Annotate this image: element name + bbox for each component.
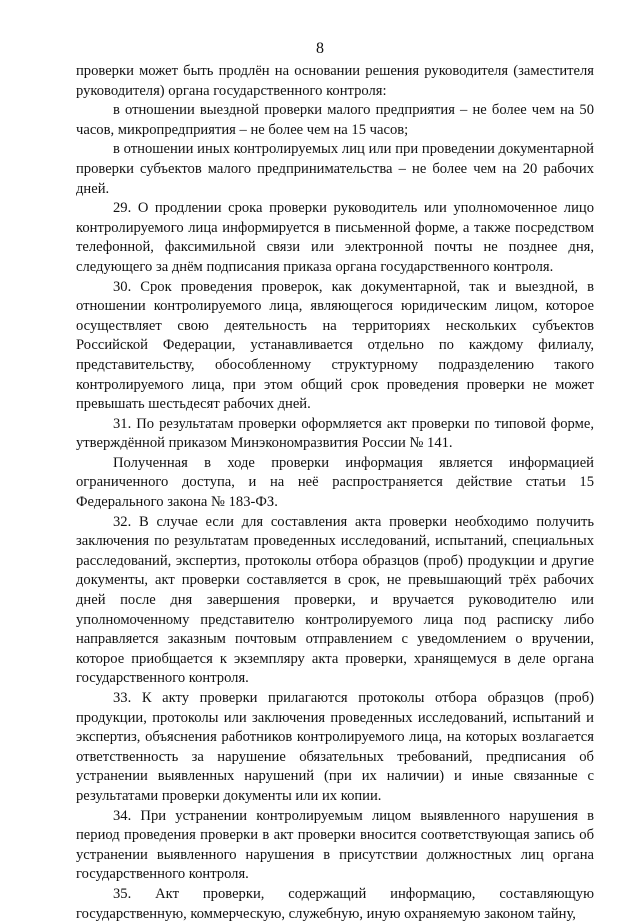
- paragraph-29: 29. О продлении срока проверки руководитель или уполномоченное лицо контролируемого лица информируется в письменной форме, а также посредством телефонной, факсимильной связи или электронной почты не позднее дня, следующего за днём подписания приказа органа государственного контроля.: [76, 200, 594, 275]
- paragraph-30: 30. Срок проведения проверок, как документарной, так и выездной, в отношении контролируемого лица, являющегося юридическим лицом, которое осуществляет свою деятельность на территориях нескольких субъектов Российской Федерации, устанавливается отдельно по каждому филиалу, представительству, обособленному структурному подразделению такого контролируемого лица, при этом общий срок проведения проверки не может превышать шестьдесят рабочих дней.: [76, 278, 594, 413]
- paragraph-35: 35. Акт проверки, содержащий информацию, составляющую государственную, коммерческую, служебную, иную охраняемую законом тайну,: [76, 885, 594, 922]
- paragraph-31-info: Полученная в ходе проверки информация является информацией ограниченного доступа, и на неё распространяется действие статьи 15 Федерального закона № 183-ФЗ.: [76, 454, 594, 511]
- paragraph-32: 32. В случае если для составления акта проверки необходимо получить заключения по результатам проведенных исследований, испытаний, специальных расследований, экспертиз, протоколы отбора образцов (проб) продукции и другие документы, акт проверки составляется в срок, не превышающий трёх рабочих дней после дня завершения проверки, и вручается руководителю или уполномоченному представителю контролируемого лица под расписку либо направляется заказным почтовым отправлением с уведомлением о вручении, которое приобщается к экземпляру акта проверки, хранящемуся в деле органа государственного контроля.: [76, 513, 594, 687]
- document-body: [76, 62, 594, 924]
- paragraph-31: 31. По результатам проверки оформляется акт проверки по типовой форме, утверждённой приказом Минэкономразвития России № 141.: [76, 415, 594, 452]
- page-number: 8: [316, 40, 324, 57]
- paragraph-34: 34. При устранении контролируемым лицом выявленного нарушения в период проведения проверки в акт проверки вносится соответствующая запись об устранении выявленного нарушения в присутствии должностных лиц органа государственного контроля.: [76, 807, 594, 883]
- paragraph-small-business-term: в отношении выездной проверки малого предприятия – не более чем на 50 часов, микропредприятия – не более чем на 15 часов;: [76, 102, 594, 138]
- paragraph-33: 33. К акту проверки прилагаются протоколы отбора образцов (проб) продукции, протоколы или заключения проведенных исследований, испытаний и экспертиз, объяснения работников контролируемого лица, на которых возлагается ответственность за нарушение обязательных требований, предписания об устранении выявленных нарушений (при их наличии) и иные связанные с результатами проверки документы или их копии.: [76, 690, 594, 804]
- paragraph-continuation: проверки может быть продлён на основании решения руководителя (заместителя руководителя) органа государственного контроля:: [76, 63, 594, 99]
- paragraph-other-entities-term: в отношении иных контролируемых лиц или при проведении документарной проверки субъектов малого предпринимательства – не более чем на 20 рабочих дней.: [76, 141, 594, 197]
